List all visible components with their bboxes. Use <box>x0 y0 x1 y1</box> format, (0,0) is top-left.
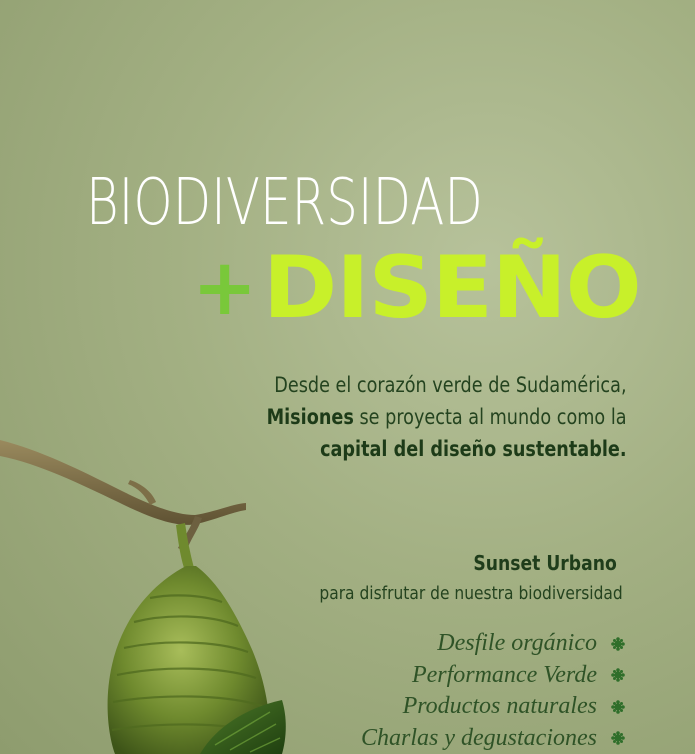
list-item <box>361 723 625 754</box>
cocoon <box>108 566 286 754</box>
branch <box>0 440 246 568</box>
title-diseno-row <box>192 238 642 338</box>
activity-label: Charlas y degustaciones <box>361 724 597 751</box>
list-item <box>361 691 625 723</box>
event-subtitle: para disfrutar de nuestra biodiversidad <box>319 583 623 604</box>
intro-paragraph <box>267 369 627 465</box>
activity-label: Productos naturales <box>402 693 597 720</box>
list-item <box>361 628 625 660</box>
flower-bullet-icon <box>611 668 625 682</box>
activity-label: Desfile orgánico <box>437 630 597 657</box>
intro-line-2-rest: se proyecta al mundo como la <box>354 405 627 429</box>
intro-line-3 <box>267 433 627 465</box>
title-diseno: DISEÑO <box>263 238 642 338</box>
title-biodiversidad: BIODIVERSIDAD <box>86 166 483 240</box>
intro-line-2 <box>267 401 627 433</box>
intro-line-1: Desde el corazón verde de Sudamérica, <box>274 373 627 397</box>
plus-icon: + <box>192 243 258 333</box>
activity-label: Performance Verde <box>411 661 597 688</box>
flower-bullet-icon <box>611 731 625 745</box>
event-title: Sunset Urbano <box>473 551 617 575</box>
intro-misiones: Misiones <box>267 405 355 429</box>
flower-bullet-icon <box>611 637 625 651</box>
intro-capital: capital del diseño sustentable. <box>320 437 627 461</box>
list-item <box>361 660 625 692</box>
activities-list <box>361 628 625 754</box>
flower-bullet-icon <box>611 700 625 714</box>
